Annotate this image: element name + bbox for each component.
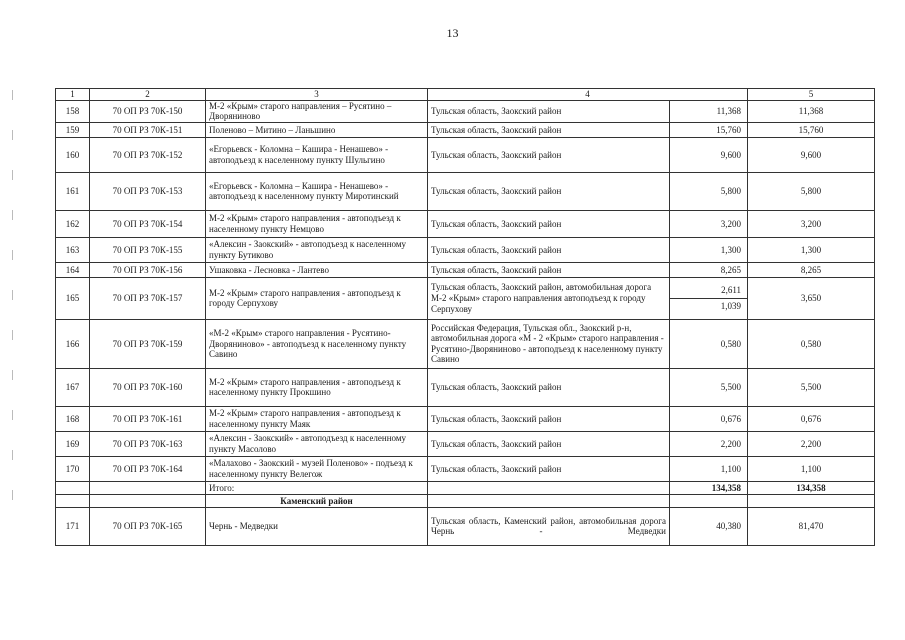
road-name: «Алексин - Заокский» - автоподъезд к населенному пункту Бутиково (206, 237, 428, 262)
road-length: 8,265 (670, 262, 748, 277)
table-row (56, 210, 875, 237)
road-total: 3,200 (748, 210, 875, 237)
table-row (56, 406, 875, 431)
road-length: 3,200 (670, 210, 748, 237)
header-cell: 5 (748, 89, 875, 101)
road-length-part: 2,611 (670, 283, 747, 299)
road-name: М-2 «Крым» старого направления - автоподъезд к городу Серпухову (206, 277, 428, 319)
district-heading: Каменский район (206, 494, 428, 507)
road-location: Тульская область, Заокский район (428, 100, 670, 122)
subtotal-label: Итого: (206, 481, 428, 494)
road-length: 1,300 (670, 237, 748, 262)
empty-cell (90, 481, 206, 494)
road-name: М-2 «Крым» старого направления – Русятино – Дворяниново (206, 100, 428, 122)
road-code: 70 ОП РЗ 70К-165 (90, 507, 206, 545)
road-total: 11,368 (748, 100, 875, 122)
row-number: 165 (56, 277, 90, 319)
page-number: 13 (446, 26, 459, 40)
road-code: 70 ОП РЗ 70К-161 (90, 406, 206, 431)
subtotal-total: 134,358 (748, 481, 875, 494)
road-name: Чернь - Медведки (206, 507, 428, 545)
road-length: 5,800 (670, 172, 748, 210)
road-code: 70 ОП РЗ 70К-160 (90, 368, 206, 406)
road-code: 70 ОП РЗ 70К-154 (90, 210, 206, 237)
road-length-split (670, 277, 748, 319)
row-number: 162 (56, 210, 90, 237)
row-number: 164 (56, 262, 90, 277)
road-location: Российская Федерация, Тульская обл., Заокский р-н, автомобильная дорога «М - 2 «Крым» старого направления - Русятино-Дворяниново - автоподъезд к населенному пункту Савино (428, 319, 670, 368)
road-location: Тульская область, Заокский район (428, 237, 670, 262)
road-length-part: 1,039 (720, 300, 741, 311)
road-code: 70 ОП РЗ 70К-164 (90, 456, 206, 481)
road-location: Тульская область, Заокский район (428, 262, 670, 277)
row-number: 166 (56, 319, 90, 368)
empty-cell (670, 494, 748, 507)
road-total: 81,470 (748, 507, 875, 545)
road-total: 8,265 (748, 262, 875, 277)
road-code: 70 ОП РЗ 70К-155 (90, 237, 206, 262)
road-length: 0,676 (670, 406, 748, 431)
road-name: «М-2 «Крым» старого направления - Русятино-Дворяниново» - автоподъезд к населенному пункту Савино (206, 319, 428, 368)
empty-cell (56, 494, 90, 507)
road-total: 0,580 (748, 319, 875, 368)
road-name: «Егорьевск - Коломна – Кашира - Ненашево» - автоподъезд к населенному пункту Шульгино (206, 137, 428, 172)
empty-cell (56, 481, 90, 494)
road-length: 9,600 (670, 137, 748, 172)
road-total: 5,500 (748, 368, 875, 406)
road-code: 70 ОП РЗ 70К-156 (90, 262, 206, 277)
table-row (56, 368, 875, 406)
road-code: 70 ОП РЗ 70К-150 (90, 100, 206, 122)
road-length: 15,760 (670, 122, 748, 137)
road-code: 70 ОП РЗ 70К-159 (90, 319, 206, 368)
road-location: Тульская область, Заокский район (428, 368, 670, 406)
road-length: 11,368 (670, 100, 748, 122)
header-cell: 4 (428, 89, 748, 101)
table-row (56, 456, 875, 481)
road-total: 1,100 (748, 456, 875, 481)
table-row (56, 277, 875, 319)
road-location: Тульская область, Заокский район (428, 456, 670, 481)
road-total: 1,300 (748, 237, 875, 262)
road-name: М-2 «Крым» старого направления - автоподъезд к населенному пункту Прокшино (206, 368, 428, 406)
road-location: Тульская область, Заокский район (428, 210, 670, 237)
row-number: 168 (56, 406, 90, 431)
table-row (56, 100, 875, 122)
road-location: Тульская область, Заокский район (428, 172, 670, 210)
row-number: 160 (56, 137, 90, 172)
road-code: 70 ОП РЗ 70К-151 (90, 122, 206, 137)
table-row (56, 507, 875, 545)
empty-cell (428, 494, 670, 507)
road-location: Тульская область, Заокский район (428, 431, 670, 456)
road-total: 0,676 (748, 406, 875, 431)
road-code: 70 ОП РЗ 70К-153 (90, 172, 206, 210)
header-cell: 2 (90, 89, 206, 101)
table-row (56, 122, 875, 137)
road-code: 70 ОП РЗ 70К-157 (90, 277, 206, 319)
table-row (56, 172, 875, 210)
table-header-row (56, 89, 875, 101)
header-cell: 1 (56, 89, 90, 101)
subtotal-length: 134,358 (670, 481, 748, 494)
header-cell: 3 (206, 89, 428, 101)
binding-margin-marks (12, 90, 14, 510)
district-row (56, 494, 875, 507)
subtotal-row (56, 481, 875, 494)
roads-table (55, 88, 875, 546)
empty-cell (748, 494, 875, 507)
road-name: «Алексин - Заокский» - автоподъезд к населенному пункту Масолово (206, 431, 428, 456)
road-total: 5,800 (748, 172, 875, 210)
road-name: М-2 «Крым» старого направления - автоподъезд к населенному пункту Немцово (206, 210, 428, 237)
road-total: 15,760 (748, 122, 875, 137)
road-total: 2,200 (748, 431, 875, 456)
road-name: М-2 «Крым» старого направления - автоподъезд к населенному пункту Маяк (206, 406, 428, 431)
row-number: 158 (56, 100, 90, 122)
road-name: «Малахово - Заокский - музей Поленово» - подъезд к населенному пункту Велегож (206, 456, 428, 481)
road-location: Тульская область, Заокский район (428, 137, 670, 172)
table-row (56, 137, 875, 172)
row-number: 159 (56, 122, 90, 137)
table-row (56, 262, 875, 277)
road-name: Поленово – Митино – Ланьшино (206, 122, 428, 137)
row-number: 163 (56, 237, 90, 262)
row-number: 171 (56, 507, 90, 545)
row-number: 167 (56, 368, 90, 406)
table-row (56, 431, 875, 456)
table-row (56, 237, 875, 262)
road-name: Ушаковка - Лесновка - Лантево (206, 262, 428, 277)
row-number: 170 (56, 456, 90, 481)
road-length: 2,200 (670, 431, 748, 456)
road-length: 1,100 (670, 456, 748, 481)
road-total: 9,600 (748, 137, 875, 172)
road-total: 3,650 (748, 277, 875, 319)
road-length: 40,380 (670, 507, 748, 545)
empty-cell (90, 494, 206, 507)
road-location: Тульская область, Заокский район (428, 122, 670, 137)
empty-cell (428, 481, 670, 494)
road-location: Тульская область, Заокский район, автомобильная дорога М-2 «Крым» старого направления автоподъезд к городу Серпухову (428, 277, 670, 319)
road-length: 0,580 (670, 319, 748, 368)
road-name: «Егорьевск - Коломна – Кашира - Ненашево» - автоподъезд к населенному пункту Миротинский (206, 172, 428, 210)
table-row (56, 319, 875, 368)
road-location: Тульская область, Заокский район (428, 406, 670, 431)
road-code: 70 ОП РЗ 70К-163 (90, 431, 206, 456)
road-location: Тульская область, Каменский район, автомобильная дорога Чернь - Медведки (428, 507, 670, 545)
row-number: 161 (56, 172, 90, 210)
row-number: 169 (56, 431, 90, 456)
road-code: 70 ОП РЗ 70К-152 (90, 137, 206, 172)
road-length: 5,500 (670, 368, 748, 406)
